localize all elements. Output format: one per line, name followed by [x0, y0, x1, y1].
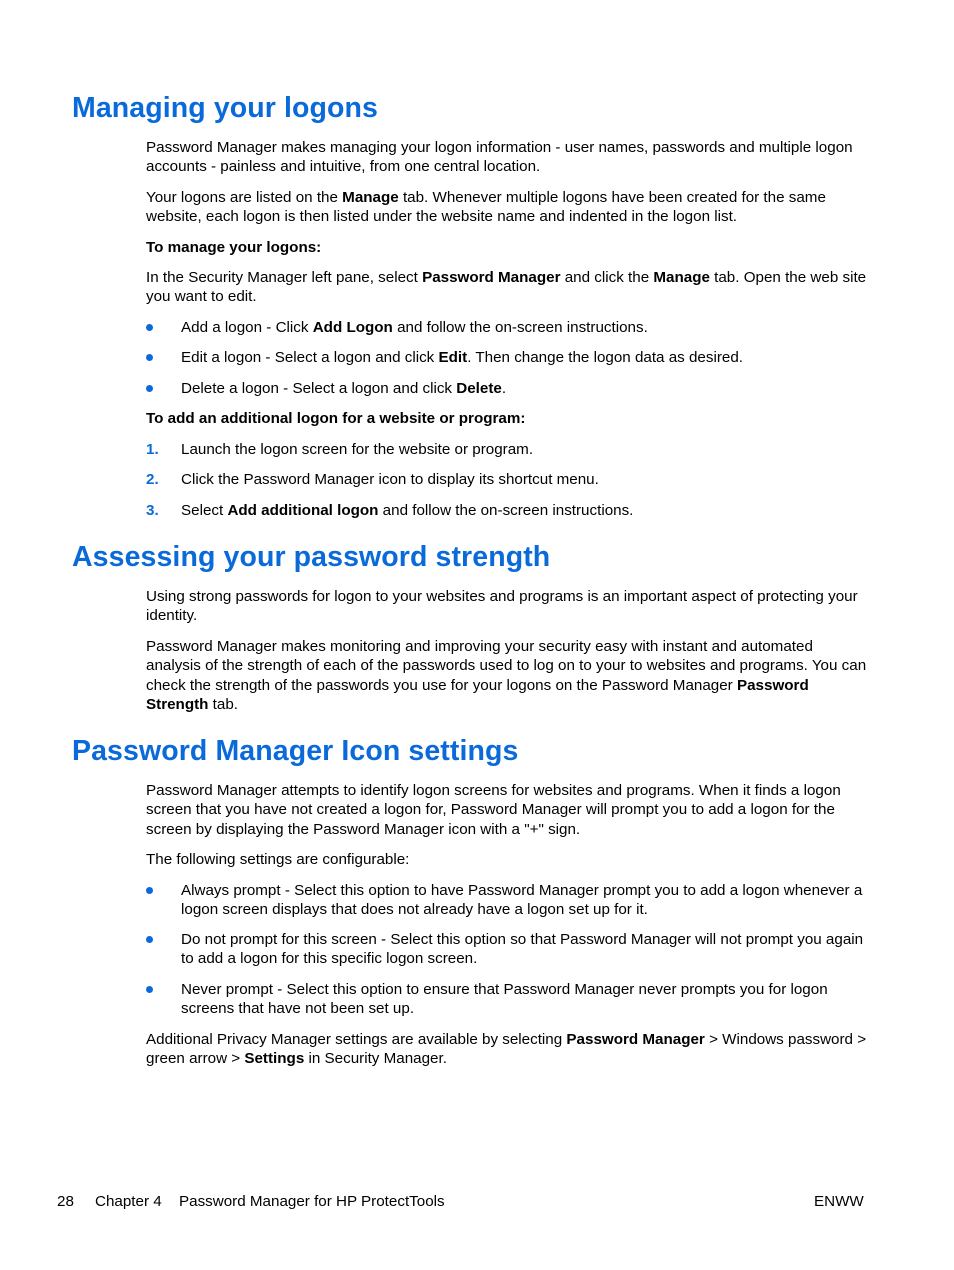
- subheading-add-logon: To add an additional logon for a website or program:: [146, 410, 526, 427]
- list-item: Always prompt - Select this option to have Password Manager prompt you to add a logon whenever a logon screen displays that does not already have a logon set up for it.: [146, 881, 871, 920]
- list-item: 3. Select Add additional logon and follow the on-screen instructions.: [146, 502, 634, 519]
- bullet-icon: [146, 936, 153, 943]
- list-item: Add a logon - Click Add Logon and follow the on-screen instructions.: [146, 318, 871, 337]
- list-item: Never prompt - Select this option to ensure that Password Manager never prompts you for logon screens that have not been set up.: [146, 980, 871, 1019]
- list-item: 2. Click the Password Manager icon to display its shortcut menu.: [146, 471, 599, 488]
- list-item: Delete a logon - Select a logon and click Delete.: [146, 379, 871, 398]
- paragraph-identify-logons: Password Manager attempts to identify logon screens for websites and programs. When it finds a logon screen that you have not created a logon for, Password Manager will prompt you to add a logon for the screen by displaying the Password Manager icon with a "+" sign.: [146, 782, 841, 838]
- list-item: Edit a logon - Select a logon and click Edit. Then change the logon data as desired.: [146, 348, 871, 367]
- chapter-label: Chapter 4: [95, 1193, 162, 1210]
- heading-icon-settings: Password Manager Icon settings: [72, 735, 519, 767]
- paragraph-intro: Password Manager makes managing your logon information - user names, passwords and multiple logon accounts - painless and intuitive, from one central location.: [146, 139, 853, 176]
- heading-managing-logons: Managing your logons: [72, 92, 378, 124]
- paragraph-additional-settings: Additional Privacy Manager settings are available by selecting Password Manager > Windows password > green arrow > Settings in Security Manager.: [146, 1031, 867, 1068]
- bullet-icon: [146, 354, 153, 361]
- chapter-title: Password Manager for HP ProtectTools: [179, 1193, 445, 1210]
- bullet-icon: [146, 385, 153, 392]
- locale-code: ENWW: [814, 1193, 864, 1210]
- heading-password-strength: Assessing your password strength: [72, 541, 551, 573]
- paragraph-logons-listed: Your logons are listed on the Manage tab. Whenever multiple logons have been created for the same website, each logon is then listed under the website name and indented in the logon list.: [146, 189, 826, 226]
- list-item: Do not prompt for this screen - Select this option so that Password Manager will not prompt you again to add a logon for this specific logon screen.: [146, 930, 871, 969]
- bullet-icon: [146, 887, 153, 894]
- step-number: 3.: [146, 502, 159, 519]
- page-number: 28: [57, 1193, 74, 1210]
- list-item: 1. Launch the logon screen for the website or program.: [146, 441, 534, 458]
- paragraph-monitoring: Password Manager makes monitoring and improving your security easy with instant and automated analysis of the strength of each of the passwords used to log on to your to websites and programs. You can check the strength of the passwords you use for your logons on the Password Manager Password Strength tab.: [146, 638, 867, 713]
- bullet-icon: [146, 986, 153, 993]
- step-number: 1.: [146, 441, 159, 458]
- paragraph-configurable: The following settings are configurable:: [146, 851, 410, 868]
- paragraph-strong-passwords: Using strong passwords for logon to your websites and programs is an important aspect of protecting your identity.: [146, 588, 858, 625]
- paragraph-security-manager: In the Security Manager left pane, select Password Manager and click the Manage tab. Open the web site you want to edit.: [146, 269, 867, 306]
- subheading-manage-logons: To manage your logons:: [146, 239, 322, 256]
- step-number: 2.: [146, 471, 159, 488]
- bullet-icon: [146, 324, 153, 331]
